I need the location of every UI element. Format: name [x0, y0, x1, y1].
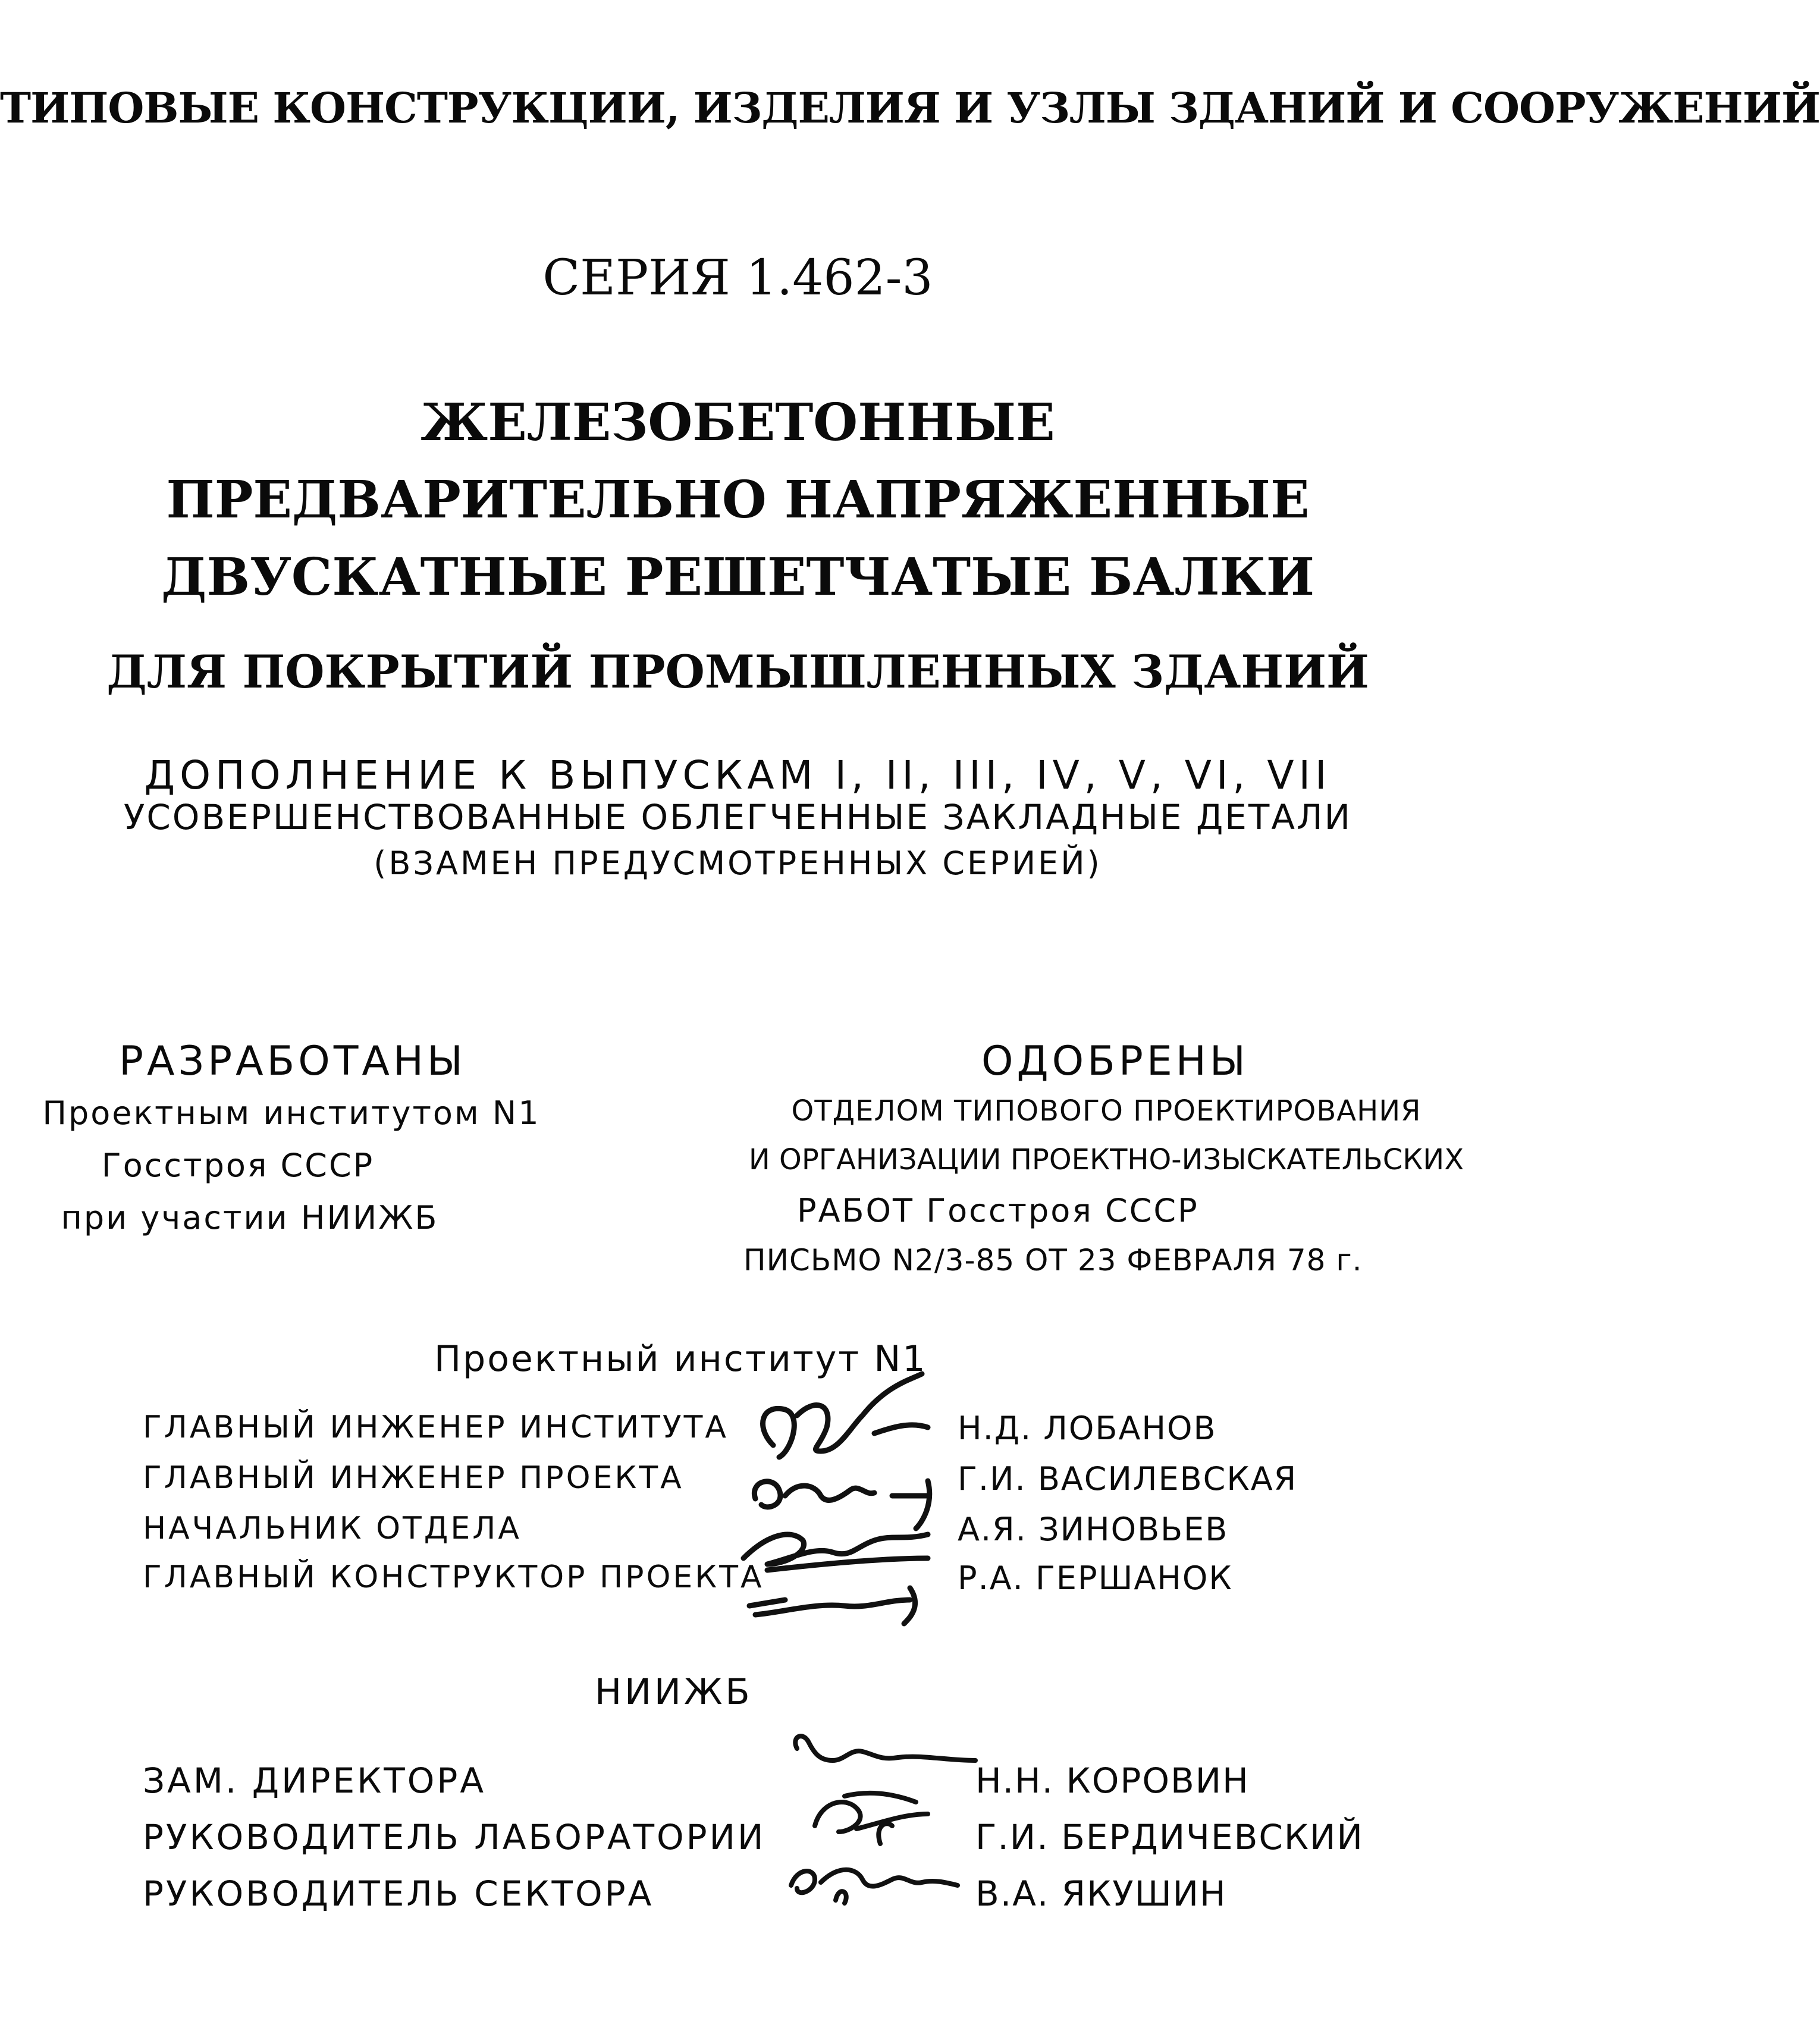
handwritten-signatures-niizhb — [779, 1725, 981, 1921]
approved-line-2: И ОРГАНИЗАЦИИ ПРОЕКТНО-ИЗЫСКАТЕЛЬСКИХ — [748, 1143, 1464, 1176]
handwritten-signatures-institute — [732, 1362, 987, 1624]
supplement-line-3: (ВЗАМЕН ПРЕДУСМОТРЕННЫХ СЕРИЕЙ) — [374, 845, 1102, 882]
institute-name-2: Г.И. ВАСИЛЕВСКАЯ — [958, 1460, 1298, 1498]
title-line-4: ДЛЯ ПОКРЫТИЙ ПРОМЫШЛЕННЫХ ЗДАНИЙ — [106, 645, 1369, 698]
institute-role-2: ГЛАВНЫЙ ИНЖЕНЕР ПРОЕКТА — [143, 1460, 684, 1496]
niizhb-name-2: Г.И. БЕРДИЧЕВСКИЙ — [975, 1817, 1364, 1857]
title-line-1: ЖЕЛЕЗОБЕТОННЫЕ — [421, 393, 1055, 453]
niizhb-role-3: РУКОВОДИТЕЛЬ СЕКТОРА — [143, 1873, 654, 1914]
developed-line-3: при участии НИИЖБ — [61, 1199, 439, 1236]
approved-line-4: ПИСЬМО N2/3-85 ОТ 23 ФЕВРАЛЯ 78 г. — [743, 1243, 1363, 1278]
institute-role-3: НАЧАЛЬНИК ОТДЕЛА — [143, 1511, 522, 1546]
niizhb-name-1: Н.Н. КОРОВИН — [975, 1760, 1250, 1801]
title-line-3: ДВУСКАТНЫЕ РЕШЕТЧАТЫЕ БАЛКИ — [161, 547, 1315, 607]
approved-heading: ОДОБРЕНЫ — [981, 1038, 1249, 1085]
niizhb-name-3: В.А. ЯКУШИН — [975, 1873, 1227, 1914]
niizhb-role-2: РУКОВОДИТЕЛЬ ЛАБОРАТОРИИ — [143, 1817, 766, 1857]
institute-name-3: А.Я. ЗИНОВЬЕВ — [958, 1511, 1229, 1548]
institute-role-4: ГЛАВНЫЙ КОНСТРУКТОР ПРОЕКТА — [143, 1559, 764, 1595]
institute-heading: Проектный институт N1 — [434, 1338, 927, 1380]
series-header: ТИПОВЫЕ КОНСТРУКЦИИ, ИЗДЕЛИЯ И УЗЛЫ ЗДАНИЙ И СООРУЖЕНИЙ — [0, 83, 1820, 133]
title-line-2: ПРЕДВАРИТЕЛЬНО НАПРЯЖЕННЫЕ — [166, 470, 1310, 530]
institute-name-1: Н.Д. ЛОБАНОВ — [958, 1410, 1217, 1447]
niizhb-role-1: ЗАМ. ДИРЕКТОРА — [143, 1760, 487, 1801]
institute-role-1: ГЛАВНЫЙ ИНЖЕНЕР ИНСТИТУТА — [143, 1410, 729, 1445]
approved-line-1: ОТДЕЛОМ ТИПОВОГО ПРОЕКТИРОВАНИЯ — [791, 1094, 1422, 1128]
institute-name-4: Р.А. ГЕРШАНОК — [958, 1559, 1233, 1597]
series-number: СЕРИЯ 1.462-3 — [542, 250, 933, 306]
supplement-line-2: УСОВЕРШЕНСТВОВАННЫЕ ОБЛЕГЧЕННЫЕ ЗАКЛАДНЫЕ ДЕТАЛИ — [123, 797, 1353, 837]
supplement-line-1: ДОПОЛНЕНИЕ К ВЫПУСКАМ I, II, III, IV, V, VI, VII — [144, 752, 1332, 798]
developed-line-2: Госстроя СССР — [101, 1147, 375, 1184]
approved-line-3: РАБОТ Госстроя СССР — [797, 1192, 1199, 1229]
niizhb-heading: НИИЖБ — [595, 1671, 753, 1713]
developed-line-1: Проектным институтом N1 — [42, 1094, 541, 1132]
developed-heading: РАЗРАБОТАНЫ — [119, 1038, 467, 1085]
